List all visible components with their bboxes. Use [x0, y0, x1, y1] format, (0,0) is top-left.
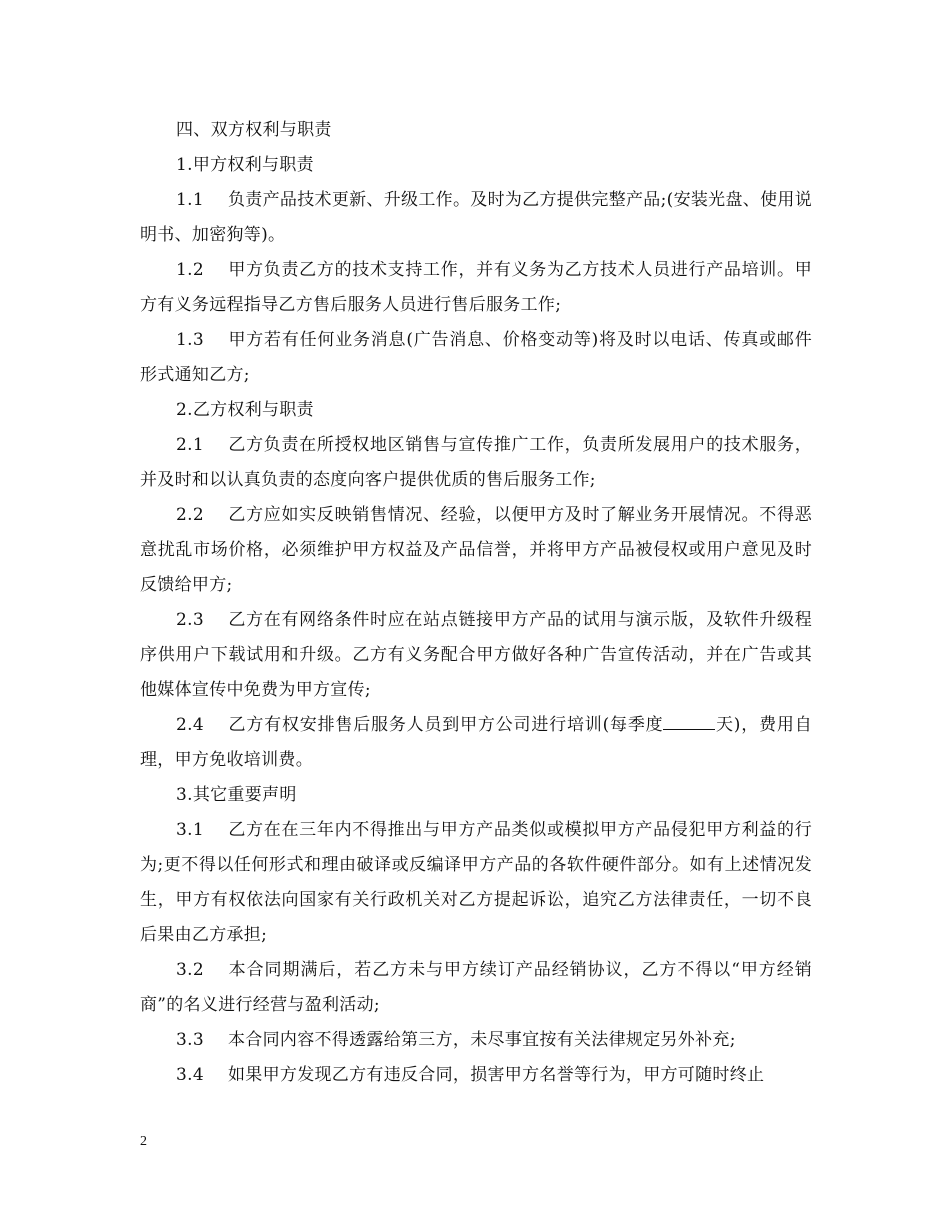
clause-3-4 — [140, 1058, 812, 1093]
clause-3-1 — [140, 813, 812, 953]
document-body — [140, 113, 812, 1093]
clause-number: 1.2 — [176, 260, 204, 280]
clause-text: 乙方应如实反映销售情况、经验，以便甲方及时了解业务开展情况。不得恶意扰乱市场价格，必须维护甲方权益及产品信誉，并将甲方产品被侵权或用户意见及时反馈给甲方; — [140, 505, 812, 595]
fill-in-blank — [663, 709, 715, 730]
section-title: 四、双方权利与职责 — [176, 120, 332, 140]
clause-number: 3.1 — [176, 820, 204, 840]
clause-number: 3.3 — [176, 1030, 204, 1050]
clause-2-4 — [140, 708, 812, 778]
clause-1-1 — [140, 183, 812, 253]
clause-text-before-blank: 乙方有权安排售后服务人员到甲方公司进行培训(每季度 — [228, 715, 664, 735]
clause-text: 负责产品技术更新、升级工作。及时为乙方提供完整产品;(安装光盘、使用说明书、加密狗等)。 — [140, 190, 812, 245]
clause-text-after-blank: 天)，费用自理，甲方免收培训费。 — [140, 715, 812, 770]
clause-text: 本合同期满后，若乙方未与甲方续订产品经销协议，乙方不得以“甲方经销商”的名义进行经营与盈利活动; — [140, 960, 812, 1015]
clause-1-2 — [140, 253, 812, 323]
clause-number: 2.1 — [176, 435, 204, 455]
clause-number: 3.4 — [176, 1065, 204, 1085]
clause-3-2 — [140, 953, 812, 1023]
clause-2-2 — [140, 498, 812, 603]
clause-number: 1.3 — [176, 330, 204, 350]
clause-number: 1.1 — [176, 190, 204, 210]
subsection-title-party-a: 1.甲方权利与职责 — [176, 155, 314, 175]
subsection-title-other: 3.其它重要声明 — [176, 785, 297, 805]
page-number: 2 — [140, 1134, 147, 1149]
clause-text: 甲方负责乙方的技术支持工作，并有义务为乙方技术人员进行产品培训。甲方有义务远程指导乙方售后服务人员进行售后服务工作; — [140, 260, 812, 315]
clause-number: 2.2 — [176, 505, 204, 525]
clause-text: 乙方在在三年内不得推出与甲方产品类似或模拟甲方产品侵犯甲方利益的行为;更不得以任何形式和理由破译或反编译甲方产品的各软件硬件部分。如有上述情况发生，甲方有权依法向国家有关行政机关对乙方提起诉讼，追究乙方法律责任，一切不良后果由乙方承担; — [140, 820, 812, 945]
clause-number: 3.2 — [176, 960, 204, 980]
clause-1-3 — [140, 323, 812, 393]
clause-text: 乙方负责在所授权地区销售与宣传推广工作，负责所发展用户的技术服务，并及时和以认真负责的态度向客户提供优质的售后服务工作; — [140, 435, 812, 490]
clause-number: 2.4 — [176, 715, 204, 735]
subsection-title-party-b: 2.乙方权利与职责 — [176, 400, 314, 420]
clause-2-1 — [140, 428, 812, 498]
clause-3-3 — [140, 1023, 812, 1058]
clause-text: 甲方若有任何业务消息(广告消息、价格变动等)将及时以电话、传真或邮件形式通知乙方; — [140, 330, 812, 385]
clause-2-3 — [140, 603, 812, 708]
clause-text: 如果甲方发现乙方有违反合同，损害甲方名誉等行为，甲方可随时终止 — [228, 1065, 765, 1085]
clause-text: 本合同内容不得透露给第三方，未尽事宜按有关法律规定另外补充; — [228, 1030, 736, 1050]
clause-text: 乙方在有网络条件时应在站点链接甲方产品的试用与演示版，及软件升级程序供用户下载试用和升级。乙方有义务配合甲方做好各种广告宣传活动，并在广告或其他媒体宣传中免费为甲方宣传; — [140, 610, 812, 700]
clause-number: 2.3 — [176, 610, 204, 630]
